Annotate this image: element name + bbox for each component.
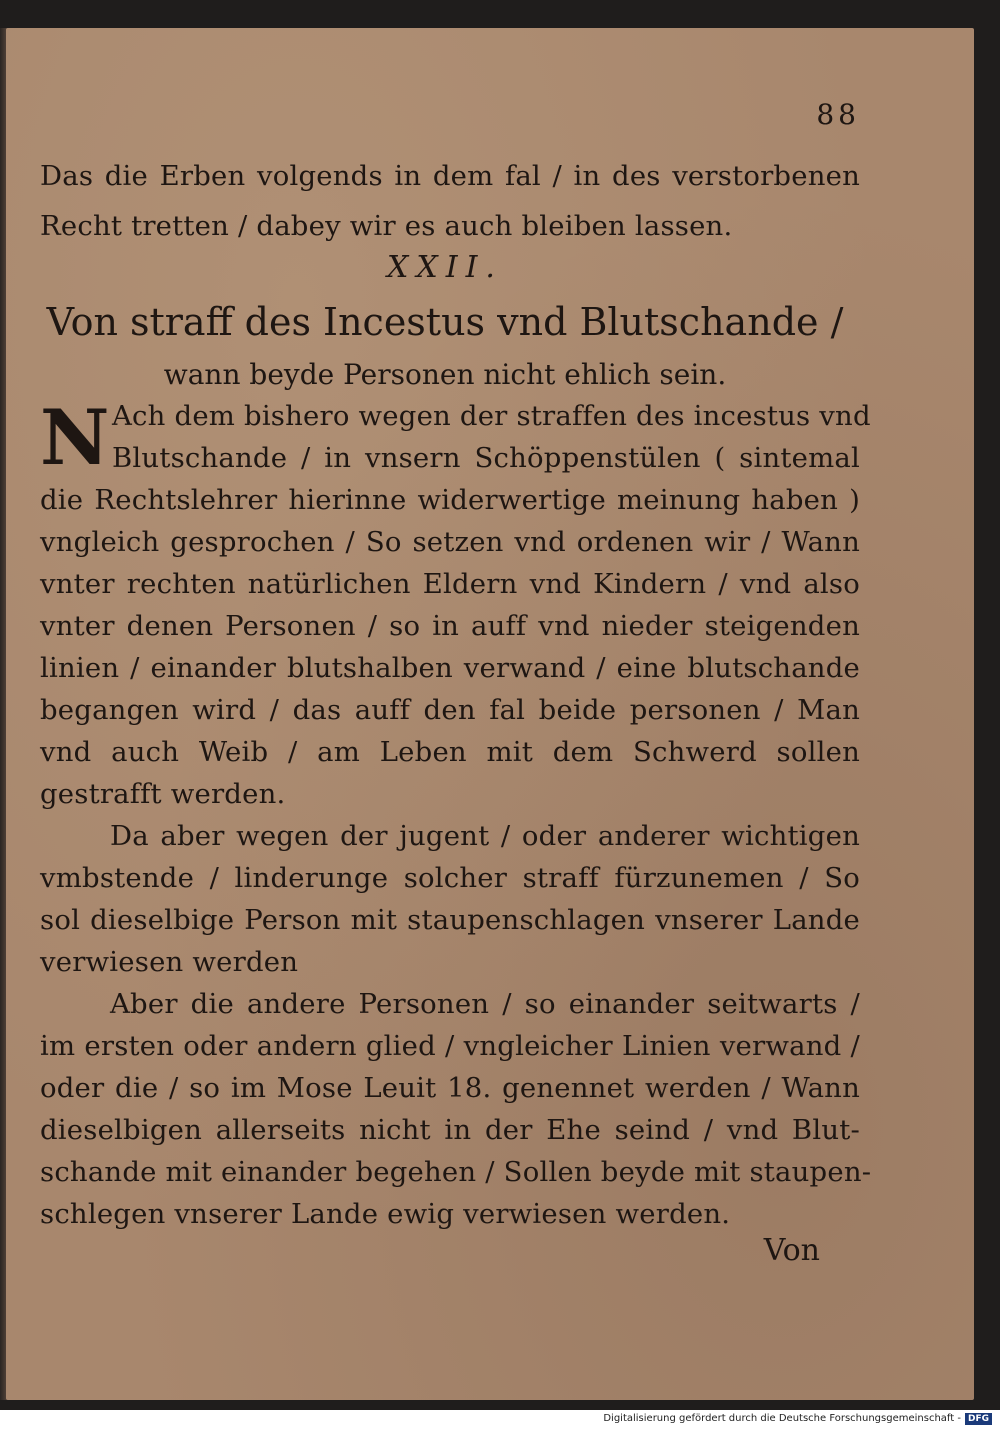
body-line: dieselbigen allerseits nicht in der Ehe seind / vnd Blut-: [40, 1114, 860, 1146]
body-line: die Rechtslehrer hierinne widerwertige meinung haben ): [40, 484, 860, 516]
catchword: Von: [763, 1233, 820, 1268]
body-line: Ach dem bishero wegen der straffen des incestus vnd: [112, 400, 871, 432]
body-line: Blutschande / in vnsern Schöppenstülen ( sintemal: [112, 442, 860, 474]
body-line: vnter denen Personen / so in auff vnd nieder steigenden: [40, 610, 860, 642]
body-line: vnd auch Weib / am Leben mit dem Schwerd sollen: [40, 736, 860, 768]
body-line: vnter rechten natürlichen Eldern vnd Kindern / vnd also: [40, 568, 860, 600]
dfg-logo: DFG: [965, 1413, 992, 1425]
page-text-block: [30, 28, 872, 1400]
body-line: vngleich gesprochen / So setzen vnd ordenen wir / Wann: [40, 526, 860, 558]
carryover-line: Das die Erben volgends in dem fal / in des verstorbenen: [40, 160, 860, 192]
body-line: oder die / so im Mose Leuit 18. genennet werden / Wann: [40, 1072, 860, 1104]
section-subheading: wann beyde Personen nicht ehlich sein.: [163, 358, 727, 391]
body-line: Aber die andere Personen / so einander seitwarts /: [110, 988, 860, 1020]
body-line: Da aber wegen der jugent / oder anderer wichtigen: [110, 820, 860, 852]
credit-text: Digitalisierung gefördert durch die Deutsche Forschungsgemeinschaft -: [603, 1413, 961, 1424]
body-line: verwiesen werden: [40, 946, 299, 978]
body-line: vmbstende / linderunge solcher straff fürzunemen / So: [40, 862, 860, 894]
section-number: XXII.: [387, 250, 503, 285]
carryover-line: Recht tretten / dabey wir es auch bleiben lassen.: [40, 210, 733, 242]
body-line: gestrafft werden.: [40, 778, 286, 810]
section-heading: Von straff des Incestus vnd Blutschande /: [46, 300, 844, 344]
body-line: im ersten oder andern glied / vngleicher Linien verwand /: [40, 1030, 860, 1062]
drop-cap-initial: N: [40, 393, 110, 482]
body-line: schande mit einander begehen / Sollen beyde mit staupen-: [40, 1156, 872, 1188]
body-line: sol dieselbige Person mit staupenschlagen vnserer Lande: [40, 904, 860, 936]
page-number: 88: [816, 98, 860, 131]
body-line: schlegen vnserer Lande ewig verwiesen werden.: [40, 1198, 731, 1230]
digitization-credit: [603, 1413, 992, 1425]
body-line: begangen wird / das auff den fal beide personen / Man: [40, 694, 860, 726]
document-page: [6, 28, 974, 1400]
body-line: linien / einander blutshalben verwand / eine blutschande: [40, 652, 860, 684]
